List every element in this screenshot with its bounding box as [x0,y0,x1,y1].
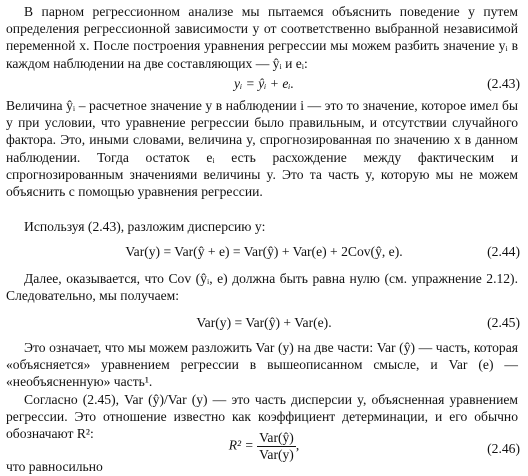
paragraph-covariance: Далее, оказывается, что Cov (ŷᵢ, e) должна быть равна нулю (см. упражнение 2.12). Следовательно, мы получаем: [6,271,518,304]
paragraph-intro: В парном регрессионном анализе мы пытаемся объяснить поведение y путем определения регрессионной зависимости y от соответственно выбранной независимой переменной x. После построения уравнения регрессии мы можем разбить значение yᵢ в каждом наблюдении на две составляющих — ŷᵢ и eᵢ: [6,4,518,71]
equation-2-44-number: (2.44) [487,244,520,259]
equation-2-46-number: (2.46) [487,441,520,456]
paragraph-r-squared: Согласно (2.45), Var (ŷ)/Var (y) — это часть дисперсии y, объясненная уравнением регрессии. Это отношение известно как коэффициент детерминации, и его обычно обозначают R²: [6,392,518,442]
equation-2-45-number: (2.45) [487,315,520,330]
paragraph-decompose-intro: Используя (2.43), разложим дисперсию y: [24,219,266,234]
equation-2-46-trail: , [295,437,300,453]
paragraph-fitted-value: Величина ŷᵢ – расчетное значение y в наблюдении i — это то значение, которое имел бы y при условии, что уравнение регрессии было правильным, и отсутствии случайного фактора. Это, иными словами, величина y, спрогнозированная по значению x в данном наблюдении. Тогда остаток eᵢ есть расхождение между фактическим и спрогнозированным значениями величины y. Это та часть y, которую мы не можем объяснить с помощью уравнения регрессии. [6,98,518,200]
equation-2-44-body: Var(y) = Var(ŷ + e) = Var(ŷ) + Var(e) + 2Cov(ŷ, e). [125,244,403,259]
equation-2-45 [0,314,528,334]
equation-2-43-number: (2.43) [487,76,520,91]
equation-2-43-body: yᵢ = ŷᵢ + eᵢ. [234,76,294,91]
equation-2-46-lhs: R² = [228,437,254,453]
equation-2-46-numerator: Var(ŷ) [259,430,294,445]
equation-2-46-denominator: Var(y) [259,447,294,462]
equation-2-45-body: Var(y) = Var(ŷ) + Var(e). [196,315,332,330]
paragraph-variance-split: Это означает, что мы можем разложить Var (y) на две части: Var (ŷ) — часть, которая «объясняется» уравнением регрессии в вышеописанном смысле, и Var (e) — «необъясненную» часть¹. [6,340,518,390]
equation-2-44 [0,243,528,263]
paragraph-equivalent: что равносильно [6,459,103,474]
equation-2-43 [0,75,528,95]
